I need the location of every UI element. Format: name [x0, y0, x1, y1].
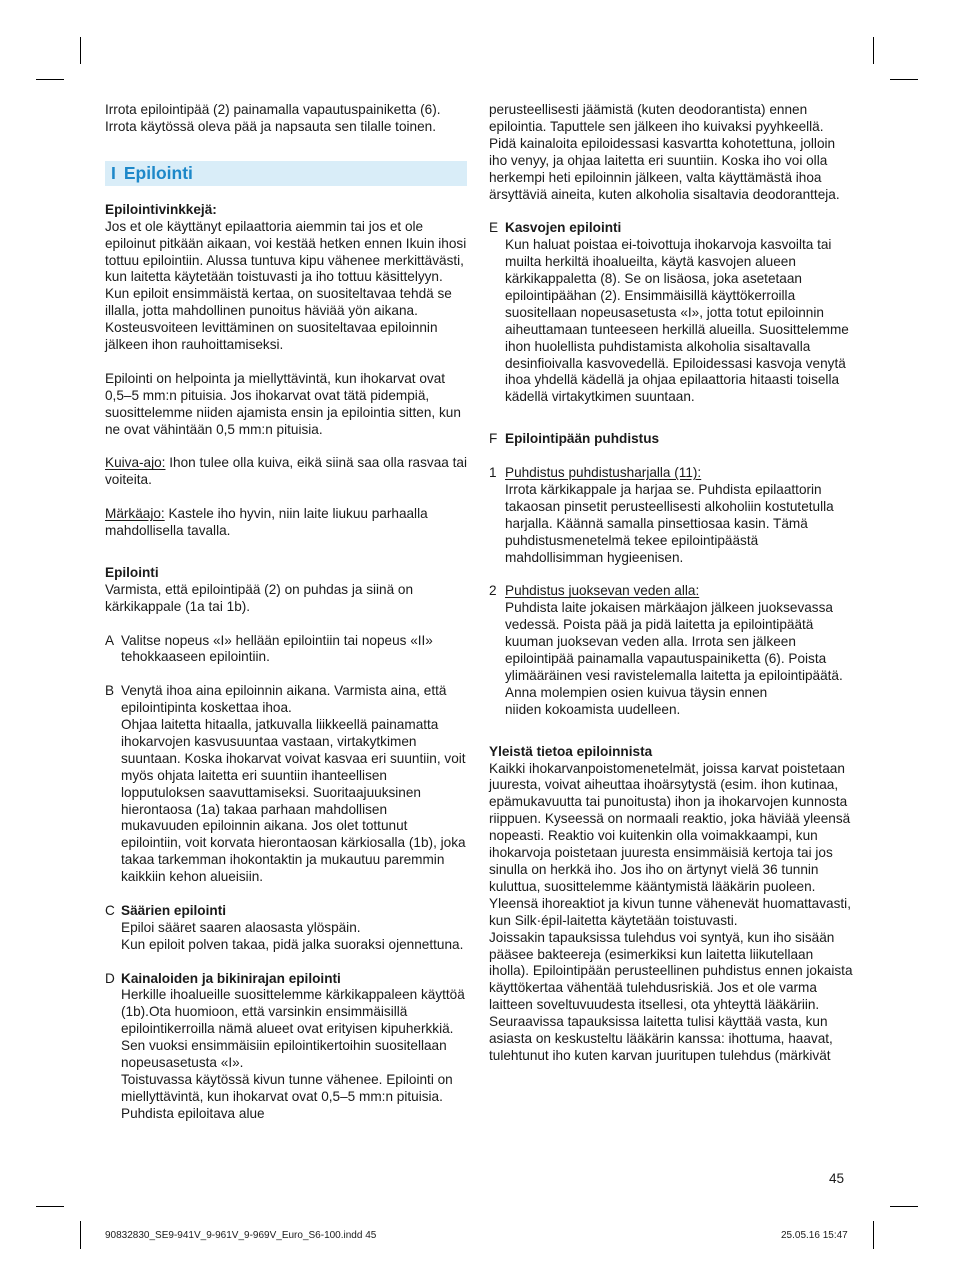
- footer-file-info: 90832830_SE9-941V_9-961V_9-969V_Euro_S6-100.indd 45: [105, 1230, 377, 1241]
- wet-text: Kastele iho hyvin, niin laite liukuu parhaalla mahdollisella tavalla.: [105, 506, 428, 538]
- cleaning-step-1: [489, 465, 853, 566]
- dry-text: Ihon tulee olla kuiva, eikä siinä saa olla rasvaa tai voiteita.: [105, 455, 467, 488]
- dry-shave-paragraph: [105, 455, 467, 489]
- wet-label: Märkäajo:: [105, 506, 165, 522]
- step-heading: Epilointipään puhdistus: [505, 431, 660, 447]
- hair-length-paragraph: Epilointi on helpointa ja miellyttävintä, kun ihokarvat ovat 0,5–5 mm:n pituisia. Jos ihokarvat ovat tätä pidempiä, suosittelemme niiden ajamista ensin ja epilointia sitten, kun ne ovat vähintään 0,5 mm:n pituisia.: [105, 370, 461, 437]
- step-d: [105, 971, 467, 1123]
- general-info-heading: Yleistä tietoa epiloinnista: [489, 743, 653, 759]
- step-e: [489, 220, 853, 406]
- step-heading: Kainaloiden ja bikinirajan epilointi: [121, 970, 341, 986]
- step-text: niiden kokoamista uudelleen.: [505, 701, 681, 717]
- crop-mark: [890, 79, 918, 80]
- step-b: [105, 683, 467, 886]
- footer-date: 25.05.16 15:47: [781, 1230, 848, 1241]
- crop-mark: [80, 37, 81, 64]
- step-text: Puhdista laite jokaisen märkäajon jälkeen juoksevassa vedessä. Poista pää ja pidä laitetta ja epilointipäätä kuuman juoksevan veden alla. Irrota sen jälkeen epilointipää painamalla vapautuspainiketta (6). Poista ylimääräinen vesi ravistelemalla laitetta ja epilointipäätä. Anna molempien osien kuivua täysin ennen: [505, 600, 843, 700]
- step-marker: E: [489, 220, 499, 236]
- tips-paragraph: Kun epiloit ensimmäistä kertaa, on suositeltavaa tehdä se illalla, jotta mahdollinen punoitus häviää yön aikana. Kosteusvoiteen levittäminen on suositeltavaa epiloinnin jälkeen ihon rauhoittamiseksi.: [105, 286, 452, 353]
- step-text: Kun haluat poistaa ei-toivottuja ihokarvoja kasvoilta tai muilta herkiltä ihoalueilta, käytä kasvojen alueen kärkikappaletta (8). Se on lisäosa, joka asetetaan epilointipäähan (2). Ensimmäisillä käyttökerroilla suositellaan nopeusasetusta «I», jotta totut epiloinnin aiheuttamaan tunteeseen herkillä alueilla. Suosittelemme ihon huolellista puhdistamista alkoholia sisaltavalla desinfioivalla kasvovedellä. Epiloidessasi kasvoja venytä ihoa yhdellä kädellä ja ohjaa epilaattoria hitaasti toisella kädellä virtakytkimen suuntaan.: [505, 237, 849, 405]
- crop-mark: [36, 1206, 64, 1207]
- step-text: Irrota kärkikappale ja harjaa se. Puhdista epilaattorin takaosan pinsetit perusteellisesti alkoholiin kostutetulla harjalla. Käännä samalla pinsettiosaa kasin. Tämä puhdistusmenetelmä tekee epilointipäästä mahdollisimman hygieenisen.: [505, 482, 834, 565]
- epilation-heading: Epilointi: [105, 564, 159, 580]
- step-marker: D: [105, 970, 115, 986]
- step-marker: 2: [489, 583, 497, 599]
- section-letter: I: [111, 162, 116, 183]
- section-heading-bar: [105, 161, 467, 186]
- crop-mark: [873, 1221, 874, 1249]
- crop-mark: [80, 1221, 81, 1249]
- step-label: Puhdistus juoksevan veden alla:: [505, 583, 700, 599]
- cleaning-step-2: [489, 583, 853, 718]
- step-text: Venytä ihoa aina epiloinnin aikana. Varmista aina, että epilointipinta koskettaa ihoa.: [121, 683, 447, 716]
- general-info-paragraph: Kaikki ihokarvanpoistomenetelmät, joissa karvat poistetaan juuresta, voivat aiheuttaa ihoärsytystä (esim. ihon kutinaa, epämukavuutta tai punoitusta) ihon ja ihokarvojen kunnosta riippuen. Kyseessä on normaali reaktio, joka häviää yleensä nopeasti. Reaktio voi kuitenkin olla voimakkaampi, kun ihokarvoja poistetaan juuresta ensimmäisiä kertoja tai jos sinulla on herkkä iho. Jos iho on ärtynyt vielä 36 tunnin kuluttua, suosittelemme kääntymistä lääkärin puoleen. Yleensä ihoreaktiot ja kivun tunne vähenevät huomattavasti, kun Silk·épil-laitetta käytetään toistuvasti.: [489, 760, 851, 928]
- step-text: Kun epiloit polven takaa, pidä jalka suoraksi ojennettuna.: [121, 936, 464, 952]
- crop-mark: [873, 37, 874, 64]
- step-marker: F: [489, 431, 498, 447]
- step-a: [105, 633, 467, 667]
- step-text: Valitse nopeus «I» hellään epilointiin tai nopeus «II» tehokkaaseen epilointiin.: [121, 632, 433, 665]
- step-label: Puhdistus puhdistusharjalla (11):: [505, 465, 702, 481]
- page-number: 45: [829, 1171, 845, 1186]
- step-text: Herkille ihoalueille suosittelemme kärkikappaleen käyttöä (1b).Ota huomioon, että varsinkin ensimmäisillä epilointikerroilla nämä alueet ovat erityisen kipuherkkiä. Sen vuoksi ensimmäisiin epilointikertoihin suositellaan nopeusasetusta «I».: [121, 987, 465, 1071]
- step-heading: Säärien epilointi: [121, 902, 226, 918]
- crop-mark: [36, 79, 64, 80]
- dry-label: Kuiva-ajo:: [105, 455, 166, 471]
- step-text: Ohjaa laitetta hitaalla, jatkuvalla liikkeellä painamatta ihokarvojen kasvusuuntaa vastaan, virtakytkimen suuntaan. Koska ihokarvat voivat kasvaa eri suuntiin, voit myös ohjata laitetta eri suuntiin ihanteellisen lopputuloksen saavuttamiseksi. Suoritaajuuksinen hierontaosa (1a) takaa parhaan mahdollisen mukavuuden epiloinnin aikana. Jos olet tottunut epilointiin, voit korvata hierontaosan kärkiosalla (1b), joka takaa tarkemman ihokontaktin ja mukautuu paremmin kaikkiin kehon alueisiin.: [121, 717, 466, 885]
- general-info-paragraph: Joissakin tapauksissa tulehdus voi syntyä, kun iho sisään pääsee bakteereja (esimerkiksi kun laitetta liikutellaan iholla). Epilointipään perusteellinen puhdistus ennen jokaista käyttökertaa vähentää tulehdusriskiä. Jos et ole varma laitteen soveltuvuudesta itsellesi, ota yhteyttä lääkäriin. Seuraavissa tapauksissa laitetta tulisi käyttää vasta, kun asiasta on keskusteltu lääkärin kanssa: ihottuma, haavat, tulehtunut iho kuten karvan juuritupen tulehdus (märkivät: [489, 929, 853, 1063]
- tips-paragraph: Jos et ole käyttänyt epilaattoria aiemmin tai jos et ole epiloinut pitkään aikaan, voi kestää hetken ennen Ikuin ihosi tottuu epilointiin. Alussa tuntuva kipu vähenee merkittävästi, kun laitetta käytetään toistuvasti ja iho tottuu käsittelyyn.: [105, 218, 467, 285]
- step-marker: B: [105, 683, 115, 699]
- intro-paragraph: Irrota epilointipää (2) painamalla vapautuspainiketta (6). Irrota käytössä oleva pää ja napsauta sen tilalle toinen.: [105, 102, 441, 134]
- crop-mark: [890, 1206, 918, 1207]
- section-title: Epilointi: [123, 162, 193, 183]
- epilation-paragraph: Varmista, että epilointipää (2) on puhdas ja siinä on kärkikappale (1a tai 1b).: [105, 581, 414, 614]
- wet-shave-paragraph: [105, 506, 467, 540]
- step-c: [105, 903, 467, 954]
- step-text: Toistuvassa käytössä kivun tunne vähenee. Epilointi on miellyttävintä, kun ihokarvat ovat 0,5–5 mm:n pituisia. Puhdista epiloitava alue: [121, 1072, 453, 1121]
- underarm-continuation: perusteellisesti jäämistä (kuten deodorantista) ennen epilointia. Taputtele sen jälkeen iho kuivaksi pyyhkeellä. Pidä kainaloita epiloidessasi kasvartta kohotettuna, jolloin iho venyy, ja ohjaa laitetta eri suuntiin. Koska iho voi olla herkempi heti epiloinnin jälkeen, valta käyttämästä ihoa ärsyttäviä aineita, kuten alkoholia sisaltavia deodorantteja.: [489, 102, 840, 202]
- tips-heading: Epilointivinkkejä:: [105, 201, 217, 217]
- step-f: [489, 431, 853, 448]
- step-marker: 1: [489, 465, 497, 481]
- step-marker: C: [105, 902, 115, 918]
- right-column: [489, 102, 853, 1065]
- step-heading: Kasvojen epilointi: [505, 220, 622, 236]
- left-column: [105, 102, 467, 1123]
- step-text: Epiloi sääret saaren alaosasta ylöspäin.: [121, 919, 361, 935]
- step-marker: A: [105, 632, 115, 648]
